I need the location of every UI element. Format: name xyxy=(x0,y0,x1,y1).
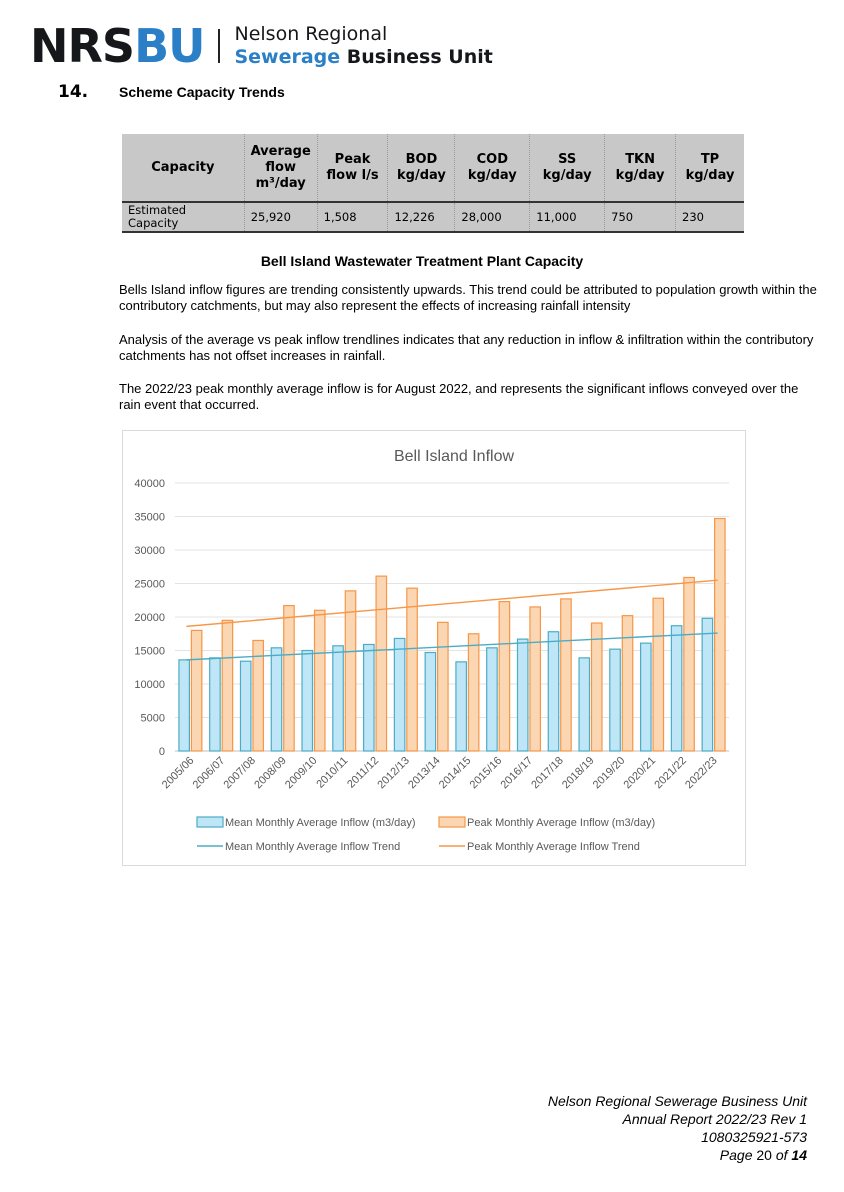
bar-mean-inflow xyxy=(179,660,189,751)
footer-page xyxy=(548,1146,807,1164)
y-tick-label: 30000 xyxy=(134,545,165,557)
paragraph: Analysis of the average vs peak inflow trendlines indicates that any reduction in inflow & infiltration within the contributory catchments has not offset increases in rainfall. xyxy=(119,332,814,363)
bar-peak-inflow xyxy=(530,607,540,751)
page-total: 14 xyxy=(791,1147,807,1163)
legend-swatch xyxy=(197,817,223,827)
trendline-mean xyxy=(186,633,717,660)
legend-label: Peak Monthly Average Inflow Trend xyxy=(467,841,640,853)
bar-mean-inflow xyxy=(487,648,497,751)
logo-mark-part2: BU xyxy=(134,19,205,73)
bar-mean-inflow xyxy=(456,662,466,751)
y-tick-label: 25000 xyxy=(134,578,165,591)
page-current: 20 xyxy=(756,1147,772,1163)
x-tick-label: 2018/19 xyxy=(560,754,597,792)
table-cell: 750 xyxy=(605,202,676,232)
table-row xyxy=(122,202,744,232)
x-tick-label: 2007/08 xyxy=(221,754,259,792)
bar-mean-inflow xyxy=(702,618,712,751)
bar-peak-inflow xyxy=(622,616,632,751)
x-tick-label: 2006/07 xyxy=(190,754,228,792)
table-header: Peak flow l/s xyxy=(317,134,388,202)
x-tick-label: 2014/15 xyxy=(436,754,474,792)
nrsbu-logo xyxy=(30,20,493,72)
bar-peak-inflow xyxy=(561,599,571,751)
table-header: Capacity xyxy=(122,134,244,202)
figure-title: Bell Island Wastewater Treatment Plant Capacity xyxy=(260,253,584,269)
bar-peak-inflow xyxy=(315,610,325,751)
y-tick-label: 15000 xyxy=(134,645,165,658)
org-name-highlight: Sewerage xyxy=(234,46,341,68)
x-tick-label: 2020/21 xyxy=(621,754,659,792)
table-cell: 11,000 xyxy=(530,202,605,232)
bar-mean-inflow xyxy=(333,646,343,751)
y-tick-label: 40000 xyxy=(134,478,165,490)
bar-peak-inflow xyxy=(653,598,663,751)
logo-mark-part1: NRS xyxy=(30,19,135,73)
bar-peak-inflow xyxy=(499,602,509,751)
x-tick-label: 2021/22 xyxy=(652,754,689,792)
x-tick-label: 2016/17 xyxy=(498,754,536,792)
bar-peak-inflow xyxy=(438,622,448,751)
bar-peak-inflow xyxy=(715,519,725,751)
org-name-line1: Nelson Regional xyxy=(234,23,388,45)
y-tick-label: 10000 xyxy=(134,679,165,691)
x-tick-label: 2008/09 xyxy=(252,754,289,792)
bar-peak-inflow xyxy=(222,620,232,751)
bar-peak-inflow xyxy=(376,576,386,751)
paragraph: The 2022/23 peak monthly average inflow is for August 2022, and represents the significant inflows conveyed over the rain event that occurred. xyxy=(119,381,799,412)
logo-mark xyxy=(30,19,205,73)
bar-mean-inflow xyxy=(210,658,220,751)
table-header: Average flow m³/day xyxy=(244,134,317,202)
table-header: SS kg/day xyxy=(530,134,605,202)
y-tick-label: 20000 xyxy=(134,612,165,624)
page-prefix: Page xyxy=(719,1147,757,1163)
capacity-table xyxy=(122,134,744,233)
footer-doc-id: 1080325921-573 xyxy=(701,1129,807,1145)
table-cell: 230 xyxy=(676,202,744,232)
x-tick-label: 2019/20 xyxy=(590,754,628,792)
chart-svg xyxy=(123,431,745,865)
table-cell: 12,226 xyxy=(388,202,455,232)
table-header-row xyxy=(122,134,744,202)
legend-label: Mean Monthly Average Inflow Trend xyxy=(225,841,401,853)
bar-mean-inflow xyxy=(517,639,527,751)
bar-mean-inflow xyxy=(425,653,435,751)
legend-swatch xyxy=(439,817,465,827)
bar-peak-inflow xyxy=(468,634,478,751)
table-cell: Estimated Capacity xyxy=(122,202,244,232)
inflow-chart xyxy=(122,430,746,866)
trendline-peak xyxy=(186,580,717,626)
x-tick-label: 2022/23 xyxy=(683,754,720,792)
table-header: BOD kg/day xyxy=(388,134,455,202)
footer-report: Annual Report 2022/23 Rev 1 xyxy=(622,1111,807,1127)
bar-peak-inflow xyxy=(407,588,417,751)
paragraph: Bells Island inflow figures are trending consistently upwards. This trend could be attributed to population growth within the contributory catchments, but may also represent the effects of increasing rainfall intensity xyxy=(119,282,817,313)
legend-label: Peak Monthly Average Inflow (m3/day) xyxy=(467,817,656,829)
footer-org: Nelson Regional Sewerage Business Unit xyxy=(547,1093,807,1109)
bar-peak-inflow xyxy=(345,591,355,751)
section-title: Scheme Capacity Trends xyxy=(119,84,285,100)
x-tick-label: 2015/16 xyxy=(467,754,505,792)
bar-mean-inflow xyxy=(364,644,374,751)
page-of: of xyxy=(771,1147,792,1163)
table-cell: 1,508 xyxy=(317,202,388,232)
y-tick-label: 5000 xyxy=(140,712,165,725)
x-tick-label: 2013/14 xyxy=(406,754,443,792)
x-tick-label: 2012/13 xyxy=(375,754,412,792)
table-header: TKN kg/day xyxy=(605,134,676,202)
x-tick-label: 2017/18 xyxy=(529,754,566,792)
bar-mean-inflow xyxy=(641,643,651,751)
bar-mean-inflow xyxy=(610,649,620,751)
table-cell: 25,920 xyxy=(244,202,317,232)
page-footer xyxy=(548,1092,807,1164)
bar-mean-inflow xyxy=(240,661,250,751)
bar-mean-inflow xyxy=(394,638,404,751)
table-cell: 28,000 xyxy=(455,202,530,232)
bar-peak-inflow xyxy=(191,630,201,751)
bar-mean-inflow xyxy=(671,626,681,751)
section-number: 14. xyxy=(58,82,89,102)
chart-title: Bell Island Inflow xyxy=(393,448,515,465)
bar-mean-inflow xyxy=(548,632,558,751)
y-tick-label: 0 xyxy=(158,746,165,758)
x-tick-label: 2009/10 xyxy=(283,754,320,792)
logo-text xyxy=(234,23,492,69)
legend-label: Mean Monthly Average Inflow (m3/day) xyxy=(225,817,416,829)
x-tick-label: 2010/11 xyxy=(314,754,351,791)
bar-mean-inflow xyxy=(302,651,312,752)
x-tick-label: 2005/06 xyxy=(159,754,197,792)
bar-peak-inflow xyxy=(684,577,694,751)
bar-peak-inflow xyxy=(284,606,294,751)
table-header: COD kg/day xyxy=(455,134,530,202)
x-tick-label: 2011/12 xyxy=(345,754,382,791)
org-name-rest: Business Unit xyxy=(340,46,493,68)
org-name-line2 xyxy=(234,46,492,69)
bar-peak-inflow xyxy=(592,623,602,751)
bar-mean-inflow xyxy=(271,648,281,751)
logo-divider xyxy=(218,29,220,63)
bar-mean-inflow xyxy=(579,658,589,751)
y-tick-label: 35000 xyxy=(134,511,165,524)
table-header: TP kg/day xyxy=(676,134,744,202)
